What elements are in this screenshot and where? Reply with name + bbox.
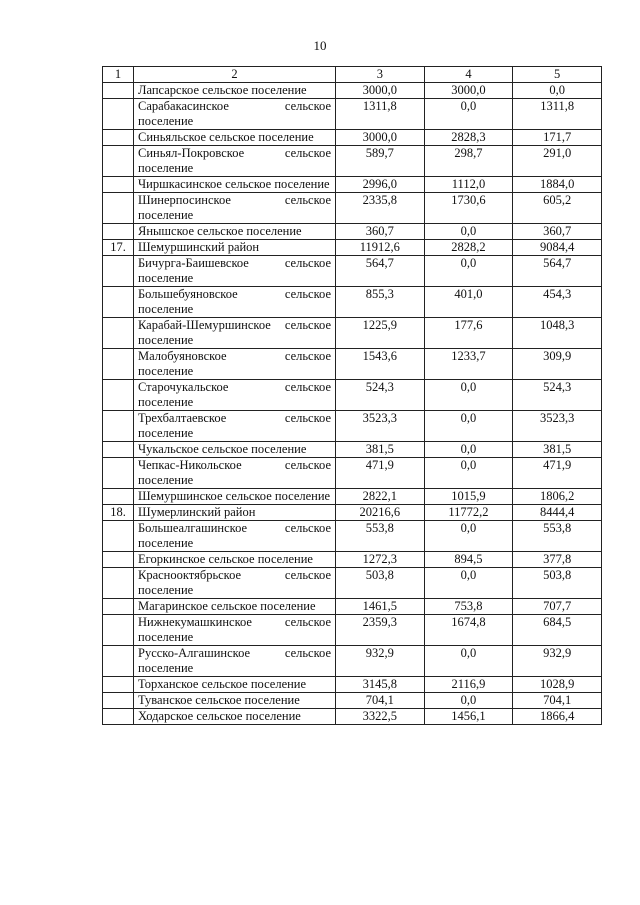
column-3-cell: 1543,6 — [336, 349, 425, 380]
table-header-row — [103, 67, 602, 83]
column-4-cell: 894,5 — [424, 552, 513, 568]
column-4-cell: 1456,1 — [424, 709, 513, 725]
page-number: 10 — [313, 38, 327, 53]
settlement-name-cell: Трехбалтаевское сельское поселение — [134, 411, 336, 442]
settlement-name-cell: Чиршкасинское сельское поселение — [134, 177, 336, 193]
row-number-cell — [103, 224, 134, 240]
column-4-cell: 0,0 — [424, 568, 513, 599]
row-number-cell — [103, 442, 134, 458]
column-5-cell: 9084,4 — [513, 240, 602, 256]
column-4-cell: 0,0 — [424, 458, 513, 489]
row-number-cell — [103, 599, 134, 615]
column-3-cell: 3000,0 — [336, 83, 425, 99]
row-number-cell — [103, 693, 134, 709]
row-number-cell: 17. — [103, 240, 134, 256]
settlement-name-cell: Янышское сельское поселение — [134, 224, 336, 240]
column-5-cell: 1806,2 — [513, 489, 602, 505]
column-3-cell: 3322,5 — [336, 709, 425, 725]
column-4-cell: 401,0 — [424, 287, 513, 318]
table-row — [103, 693, 602, 709]
column-4-cell: 177,6 — [424, 318, 513, 349]
column-3-cell: 360,7 — [336, 224, 425, 240]
table-row — [103, 411, 602, 442]
row-number-cell — [103, 83, 134, 99]
settlement-name-cell: Старочукальское сельское поселение — [134, 380, 336, 411]
column-5-cell: 564,7 — [513, 256, 602, 287]
settlement-name-cell: Большеалгашинское сельское поселение — [134, 521, 336, 552]
settlement-name-cell: Ходарское сельское поселение — [134, 709, 336, 725]
row-number-cell — [103, 193, 134, 224]
column-3-cell: 381,5 — [336, 442, 425, 458]
table-row — [103, 709, 602, 725]
settlement-name-cell: Шинерпосинское сельское поселение — [134, 193, 336, 224]
header-cell-2: 2 — [134, 67, 336, 83]
table-row — [103, 287, 602, 318]
column-3-cell: 3523,3 — [336, 411, 425, 442]
column-4-cell: 1730,6 — [424, 193, 513, 224]
row-number-cell — [103, 287, 134, 318]
column-5-cell: 381,5 — [513, 442, 602, 458]
column-5-cell: 454,3 — [513, 287, 602, 318]
table-row — [103, 318, 602, 349]
column-5-cell: 1866,4 — [513, 709, 602, 725]
table-row — [103, 442, 602, 458]
column-5-cell: 704,1 — [513, 693, 602, 709]
column-4-cell: 0,0 — [424, 411, 513, 442]
column-3-cell: 1461,5 — [336, 599, 425, 615]
row-number-cell — [103, 99, 134, 130]
table-row — [103, 349, 602, 380]
column-3-cell: 1311,8 — [336, 99, 425, 130]
table-row — [103, 521, 602, 552]
column-4-cell: 0,0 — [424, 646, 513, 677]
table-row — [103, 256, 602, 287]
column-5-cell: 8444,4 — [513, 505, 602, 521]
column-5-cell: 503,8 — [513, 568, 602, 599]
row-number-cell — [103, 256, 134, 287]
settlement-name-cell: Синьял-Покровское сельское поселение — [134, 146, 336, 177]
settlement-name-cell: Торханское сельское поселение — [134, 677, 336, 693]
row-number-cell — [103, 646, 134, 677]
row-number-cell — [103, 177, 134, 193]
row-number-cell — [103, 411, 134, 442]
settlement-name-cell: Чукальское сельское поселение — [134, 442, 336, 458]
settlement-name-cell: Бичурга-Баишевское сельское поселение — [134, 256, 336, 287]
settlement-name-cell: Шемуршинский район — [134, 240, 336, 256]
column-5-cell: 524,3 — [513, 380, 602, 411]
column-5-cell: 684,5 — [513, 615, 602, 646]
table-row — [103, 505, 602, 521]
table-row — [103, 489, 602, 505]
column-3-cell: 704,1 — [336, 693, 425, 709]
header-cell-5: 5 — [513, 67, 602, 83]
column-4-cell: 753,8 — [424, 599, 513, 615]
settlement-name-cell: Большебуяновское сельское поселение — [134, 287, 336, 318]
table-row — [103, 130, 602, 146]
column-3-cell: 3000,0 — [336, 130, 425, 146]
row-number-cell — [103, 130, 134, 146]
column-3-cell: 2996,0 — [336, 177, 425, 193]
column-3-cell: 471,9 — [336, 458, 425, 489]
column-5-cell: 309,9 — [513, 349, 602, 380]
column-5-cell: 377,8 — [513, 552, 602, 568]
column-5-cell: 932,9 — [513, 646, 602, 677]
table-body — [103, 67, 602, 725]
column-4-cell: 0,0 — [424, 693, 513, 709]
column-3-cell: 3145,8 — [336, 677, 425, 693]
settlement-name-cell: Синьяльское сельское поселение — [134, 130, 336, 146]
column-5-cell: 0,0 — [513, 83, 602, 99]
column-4-cell: 11772,2 — [424, 505, 513, 521]
column-3-cell: 503,8 — [336, 568, 425, 599]
settlement-name-cell: Шемуршинское сельское поселение — [134, 489, 336, 505]
column-3-cell: 855,3 — [336, 287, 425, 318]
settlement-name-cell: Туванское сельское поселение — [134, 693, 336, 709]
row-number-cell — [103, 521, 134, 552]
table-row — [103, 568, 602, 599]
row-number-cell — [103, 489, 134, 505]
column-5-cell: 471,9 — [513, 458, 602, 489]
table-row — [103, 193, 602, 224]
row-number-cell — [103, 615, 134, 646]
column-4-cell: 2828,2 — [424, 240, 513, 256]
column-4-cell: 0,0 — [424, 256, 513, 287]
row-number-cell — [103, 568, 134, 599]
column-5-cell: 360,7 — [513, 224, 602, 240]
header-cell-1: 1 — [103, 67, 134, 83]
column-4-cell: 0,0 — [424, 521, 513, 552]
table-row — [103, 552, 602, 568]
table-row — [103, 380, 602, 411]
column-4-cell: 2828,3 — [424, 130, 513, 146]
table-row — [103, 677, 602, 693]
column-3-cell: 1225,9 — [336, 318, 425, 349]
row-number-cell — [103, 552, 134, 568]
table-row — [103, 615, 602, 646]
column-3-cell: 589,7 — [336, 146, 425, 177]
column-3-cell: 20216,6 — [336, 505, 425, 521]
row-number-cell: 18. — [103, 505, 134, 521]
settlement-name-cell: Русско-Алгашинское сельское поселение — [134, 646, 336, 677]
row-number-cell — [103, 677, 134, 693]
row-number-cell — [103, 458, 134, 489]
settlement-name-cell: Краснооктябрьское сельское поселение — [134, 568, 336, 599]
settlement-name-cell: Магаринское сельское поселение — [134, 599, 336, 615]
table-row — [103, 83, 602, 99]
column-5-cell: 707,7 — [513, 599, 602, 615]
header-cell-3: 3 — [336, 67, 425, 83]
header-cell-4: 4 — [424, 67, 513, 83]
column-5-cell: 553,8 — [513, 521, 602, 552]
column-3-cell: 2822,1 — [336, 489, 425, 505]
row-number-cell — [103, 349, 134, 380]
column-5-cell: 291,0 — [513, 146, 602, 177]
settlement-name-cell: Нижнекумашкинское сельское поселение — [134, 615, 336, 646]
column-3-cell: 553,8 — [336, 521, 425, 552]
column-3-cell: 2335,8 — [336, 193, 425, 224]
column-3-cell: 11912,6 — [336, 240, 425, 256]
settlement-name-cell: Лапсарское сельское поселение — [134, 83, 336, 99]
column-5-cell: 3523,3 — [513, 411, 602, 442]
column-4-cell: 1674,8 — [424, 615, 513, 646]
column-4-cell: 0,0 — [424, 224, 513, 240]
column-3-cell: 564,7 — [336, 256, 425, 287]
column-4-cell: 0,0 — [424, 99, 513, 130]
column-4-cell: 0,0 — [424, 442, 513, 458]
table-row — [103, 646, 602, 677]
column-4-cell: 0,0 — [424, 380, 513, 411]
settlement-name-cell: Чепкас-Никольское сельское поселение — [134, 458, 336, 489]
column-4-cell: 1233,7 — [424, 349, 513, 380]
column-4-cell: 3000,0 — [424, 83, 513, 99]
column-4-cell: 2116,9 — [424, 677, 513, 693]
column-4-cell: 298,7 — [424, 146, 513, 177]
row-number-cell — [103, 146, 134, 177]
table-row — [103, 599, 602, 615]
settlement-name-cell: Карабай-Шемуршинское сельское поселение — [134, 318, 336, 349]
table-row — [103, 224, 602, 240]
row-number-cell — [103, 380, 134, 411]
table-row — [103, 240, 602, 256]
table-row — [103, 146, 602, 177]
column-3-cell: 1272,3 — [336, 552, 425, 568]
table-row — [103, 177, 602, 193]
settlement-name-cell: Шумерлинский район — [134, 505, 336, 521]
column-4-cell: 1112,0 — [424, 177, 513, 193]
settlement-name-cell: Малобуяновское сельское поселение — [134, 349, 336, 380]
column-3-cell: 2359,3 — [336, 615, 425, 646]
column-5-cell: 171,7 — [513, 130, 602, 146]
table-row — [103, 458, 602, 489]
column-5-cell: 1884,0 — [513, 177, 602, 193]
table-row — [103, 99, 602, 130]
settlement-name-cell: Сарабакасинское сельское поселение — [134, 99, 336, 130]
column-5-cell: 1048,3 — [513, 318, 602, 349]
row-number-cell — [103, 709, 134, 725]
column-4-cell: 1015,9 — [424, 489, 513, 505]
column-5-cell: 1311,8 — [513, 99, 602, 130]
column-3-cell: 524,3 — [336, 380, 425, 411]
column-5-cell: 605,2 — [513, 193, 602, 224]
budget-table — [102, 66, 602, 725]
column-3-cell: 932,9 — [336, 646, 425, 677]
column-5-cell: 1028,9 — [513, 677, 602, 693]
row-number-cell — [103, 318, 134, 349]
settlement-name-cell: Егоркинское сельское поселение — [134, 552, 336, 568]
